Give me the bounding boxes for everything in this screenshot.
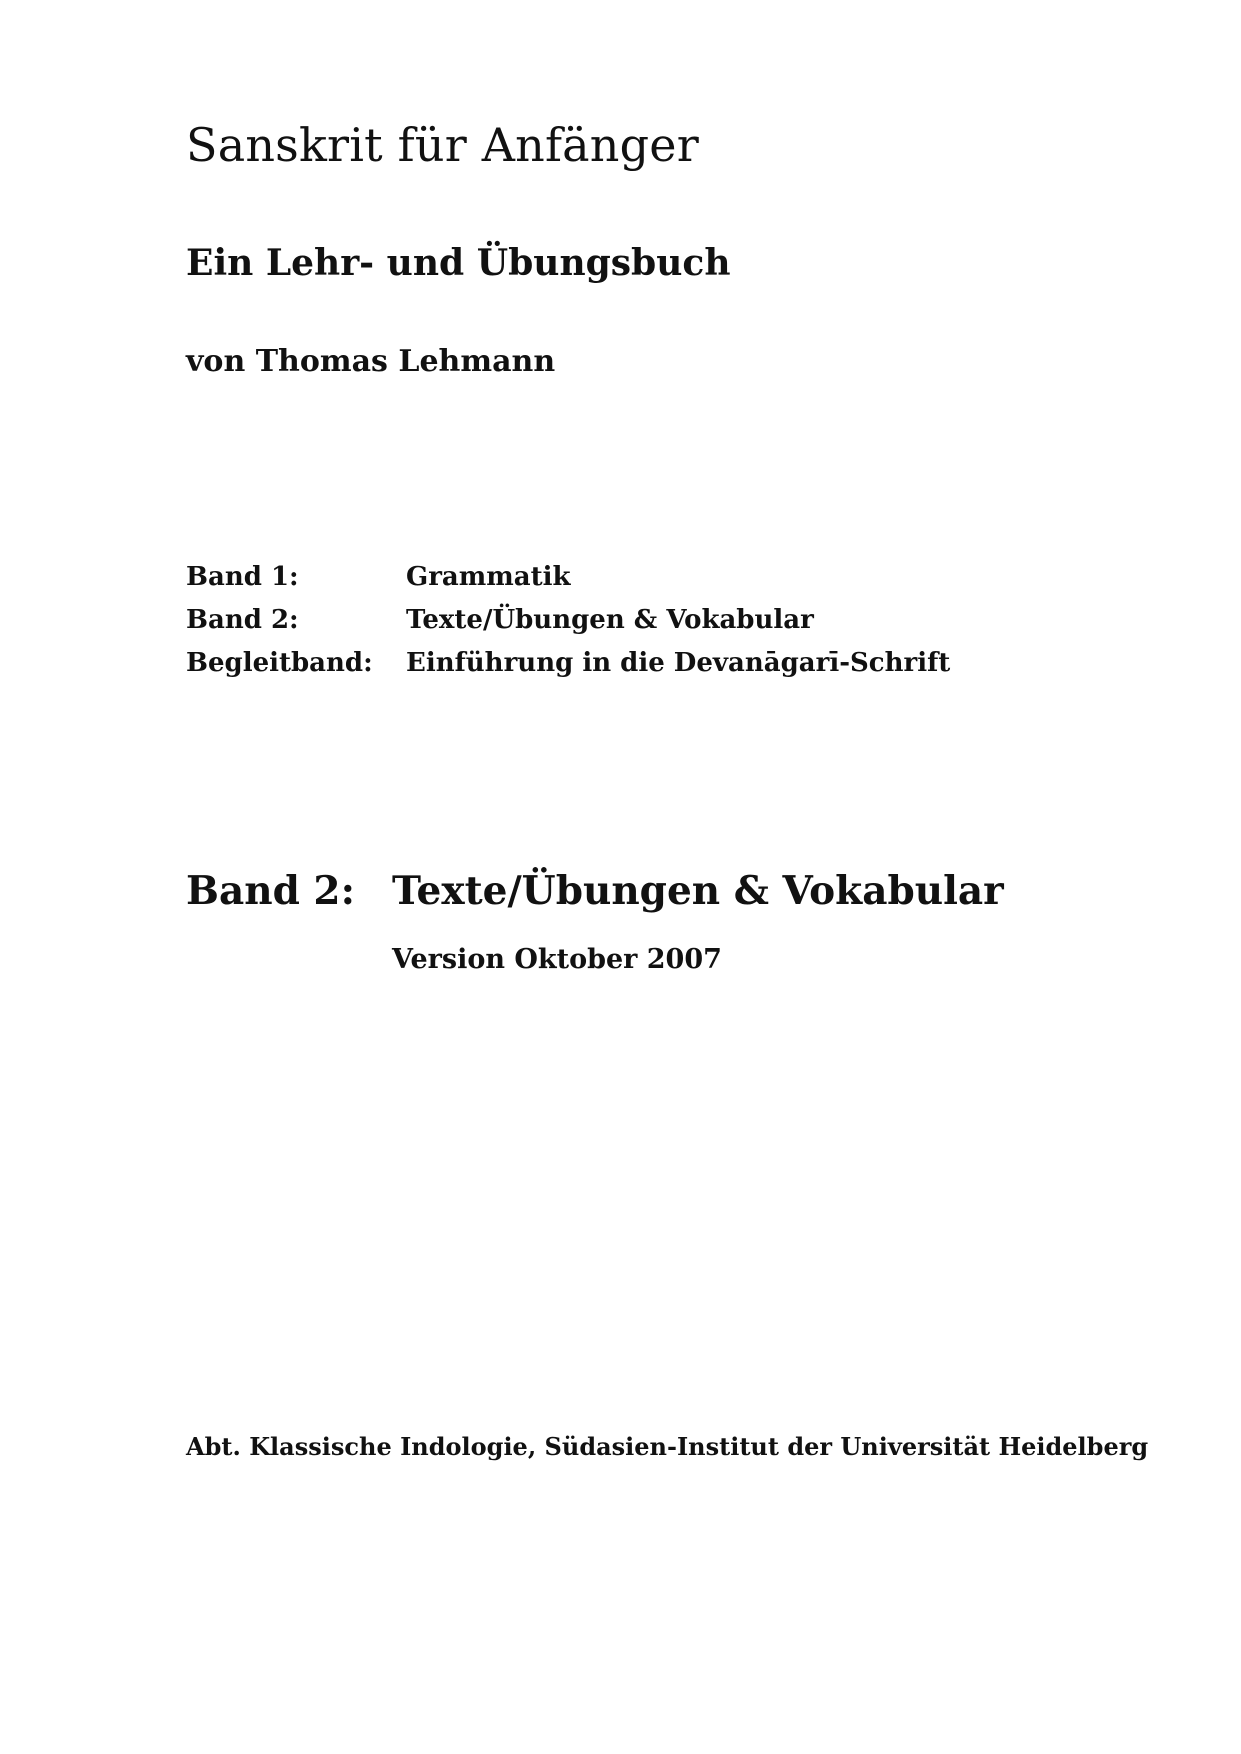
volume-label: Band 2: (186, 605, 299, 635)
author-line: von Thomas Lehmann (186, 344, 556, 379)
volume-list (186, 562, 1086, 691)
current-volume-heading (186, 868, 1086, 918)
version-line: Version Oktober 2007 (392, 944, 722, 975)
current-volume-description: Texte/Übungen & Vokabular (392, 868, 1004, 914)
volume-row-band-1 (186, 562, 1086, 605)
book-title: Sanskrit für Anfänger (186, 118, 699, 172)
book-subtitle: Ein Lehr- und Übungsbuch (186, 242, 731, 284)
institution-line: Abt. Klassische Indologie, Südasien-Institut der Universität Heidelberg (186, 1432, 1149, 1461)
volume-label: Band 1: (186, 562, 299, 592)
volume-row-band-2 (186, 605, 1086, 648)
volume-description: Grammatik (406, 562, 571, 592)
volume-label: Begleitband: (186, 648, 373, 678)
volume-row-begleitband (186, 648, 1086, 691)
volume-description: Texte/Übungen & Vokabular (406, 605, 814, 635)
current-volume-label: Band 2: (186, 868, 355, 914)
volume-description: Einführung in die Devanāgarī-Schrift (406, 648, 951, 678)
